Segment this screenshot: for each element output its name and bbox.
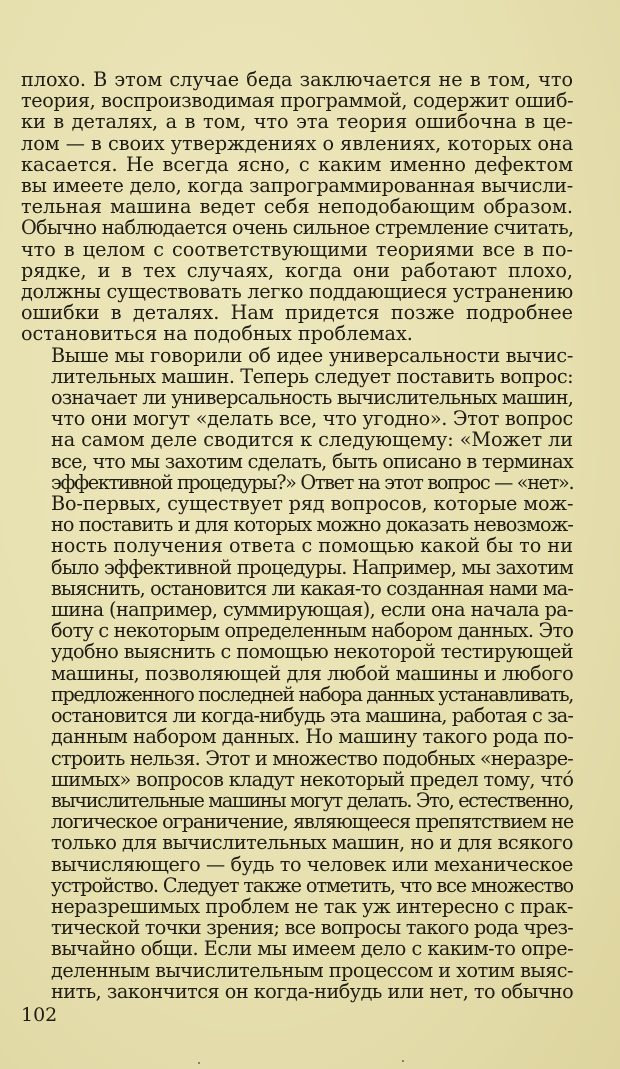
text-line: означает ли универсальность вычислительных машин, — [51, 386, 573, 410]
page-number: 102 — [21, 1004, 58, 1026]
text-line: касается. Не всегда ясно, с каким именно дефектом — [21, 152, 573, 176]
text-line: плохо. В этом случае беда заключается не в том, что — [21, 68, 573, 91]
text-line: Обычно наблюдается очень сильное стремление считать, — [21, 216, 574, 240]
text-line: тельная машина ведет себя неподобающим образом. — [21, 195, 573, 219]
text-line: было эффективной процедуры. Например, мы захотим — [51, 555, 574, 579]
text-line: данным набором данных. Но машину такого рода по- — [51, 725, 574, 749]
text-line: только для вычислительных машин, но и для всякого — [51, 831, 573, 855]
text-line: вычисляющего — будь то человек или механическое — [51, 852, 573, 876]
paper-speck — [402, 1060, 404, 1062]
text-line: деленным вычислительным процессом и хотим выяс- — [51, 958, 574, 982]
text-line: ки в деталях, а в том, что эта теория ошибочна в це- — [21, 110, 573, 134]
text-line: машины, позволяющей для любой машины и любого — [51, 661, 574, 685]
text-line: шимых» вопросов кладут некоторый предел тому, что́ — [51, 767, 574, 791]
text-line: что они могут «делать все, что угодно». Этот вопрос — [51, 407, 573, 431]
paragraph-2 — [21, 345, 573, 493]
text-line: нить, закончится он когда-нибудь или нет, то обычно — [51, 979, 574, 1003]
text-line: вычислительные машины могут делать. Это, естественно, — [51, 788, 573, 812]
text-line: остановиться на подобных проблемах. — [21, 322, 413, 346]
text-line: боту с некоторым определенным набором данных. Это — [51, 619, 574, 643]
paper-speck — [198, 1062, 200, 1064]
text-line: строить нельзя. Этот и множество подобных «неразре- — [51, 746, 573, 770]
text-line: остановится ли когда-нибудь эта машина, работая с за- — [51, 704, 573, 728]
text-line: рядке, и в тех случаях, когда они работают плохо, — [21, 258, 573, 282]
text-line: лом — в своих утверждениях о явлениях, которых она — [21, 131, 574, 155]
text-line: логическое ограничение, являющееся препятствием не — [51, 810, 574, 834]
text-line: Во-первых, существует ряд вопросов, которые мож- — [51, 492, 574, 516]
text-line: теория, воспроизводимая программой, содержит ошиб- — [21, 89, 574, 113]
text-line: ность получения ответа с помощью какой бы то ни — [51, 534, 573, 558]
text-line: эффективной процедуры?» Ответ на этот вопрос — «нет». — [51, 470, 574, 494]
text-line: шина (например, суммирующая), если она начала ра- — [51, 598, 573, 622]
text-line: лительных машин. Теперь следует поставить вопрос: — [51, 364, 574, 388]
text-line: неразрешимых проблем не так уж интересно с прак- — [51, 894, 574, 918]
text-line: вы имеете дело, когда запрограммированная вычисли- — [21, 174, 573, 198]
text-line: но поставить и для которых можно доказать невозмож- — [51, 513, 573, 537]
text-line: что в целом с соответствующими теориями все в по- — [21, 237, 573, 261]
text-line: удобно выяснить с помощью некоторой тестирующей — [51, 640, 574, 664]
text-line: тической точки зрения; все вопросы такого рода чрез- — [51, 916, 573, 940]
page-body — [21, 69, 573, 1002]
text-line: все, что мы захотим сделать, быть описано в терминах — [51, 449, 573, 473]
text-line: устройство. Следует также отметить, что все множество — [51, 873, 573, 897]
paragraph-1 — [21, 69, 573, 345]
text-line: предложенного последней набора данных устанавливать, — [51, 682, 573, 706]
text-line: на самом деле сводится к следующему: «Может ли — [51, 428, 573, 452]
text-line: должны существовать легко поддающиеся устранению — [21, 280, 573, 304]
text-line: Выше мы говорили об идее универсальности вычис- — [51, 343, 574, 367]
paragraph-3 — [21, 493, 573, 1002]
text-line: выяснить, остановится ли какая-то созданная нами ма- — [51, 576, 573, 600]
text-line: ошибки в деталях. Нам придется позже подробнее — [21, 301, 573, 325]
text-line: вычайно общи. Если мы имеем дело с каким-то опре- — [51, 937, 574, 961]
